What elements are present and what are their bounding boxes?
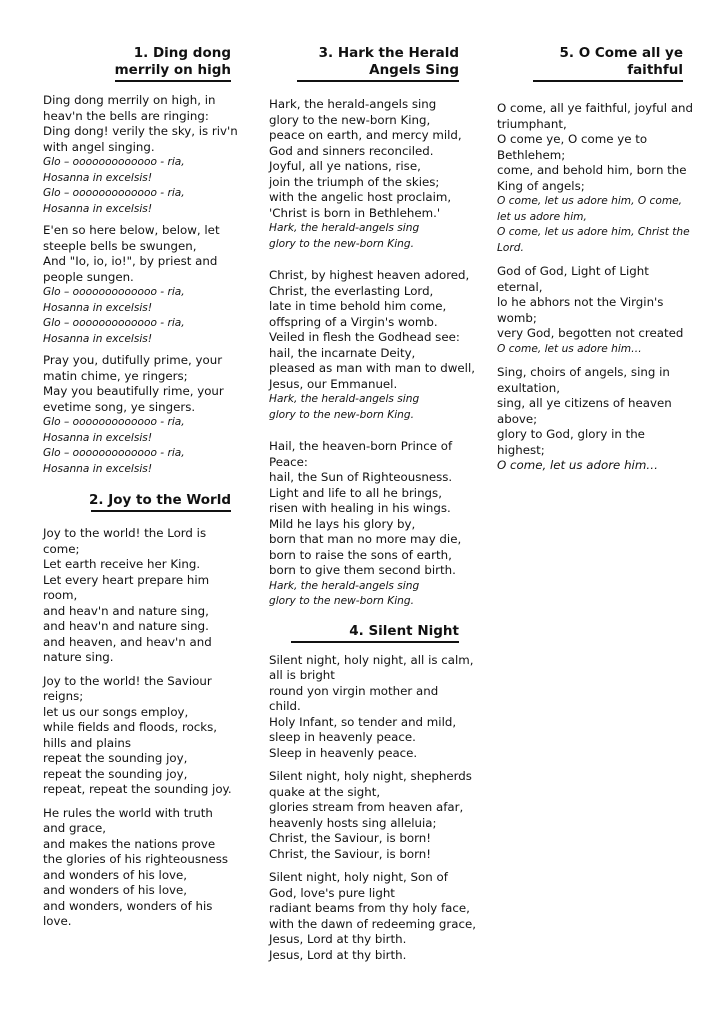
refrain-line: Hosanna in excelsis! (43, 462, 153, 475)
verse-line: and heaven, and heav'n and (43, 634, 212, 649)
song-heading: 1. Ding dong merrily on high (114, 45, 231, 78)
verse (269, 870, 476, 963)
verse-line: Silent night, holy night, shepherds (269, 769, 472, 783)
verse-line: born to give them second birth. (269, 563, 456, 577)
verse-line: and wonders of his love, (43, 867, 188, 882)
verse-line: and makes the nations prove (43, 836, 216, 851)
verse (43, 806, 231, 930)
verse-line: Bethlehem; (497, 147, 566, 162)
verse-line: Mild he lays his glory by, (269, 516, 416, 531)
refrain-line: Glo – ooooooooooooo - ria, (43, 187, 185, 199)
verse-line: peace on earth, and mercy mild, (269, 128, 462, 142)
verse-line: love. (43, 914, 72, 928)
verse-line: and grace, (43, 821, 107, 835)
song-silent-night (269, 622, 476, 964)
verse (497, 101, 694, 256)
verse-line: Pray you, dutifully prime, your (43, 353, 223, 367)
verse-line: O come ye, O come ye to (497, 132, 648, 146)
verse-line: evetime song, ye singers. (43, 399, 196, 414)
verse-line: Silent night, holy night, all is calm, (269, 652, 474, 667)
verse-line: and heav'n and nature sing. (43, 619, 209, 633)
heading-underline (533, 80, 683, 82)
verse-line: eternal, (497, 279, 543, 294)
verse (43, 674, 231, 798)
verse-line: nature sing. (43, 650, 114, 664)
verse-line: exultation, (497, 380, 560, 395)
verse-line: Jesus, Lord at thy birth. (269, 947, 407, 962)
verse-line: E'en so here below, below, let (43, 223, 220, 237)
verse-line: join the triumph of the skies; (269, 174, 440, 189)
verse-line: hail, the incarnate Deity, (269, 345, 416, 360)
verse-line: matin chime, ye ringers; (43, 368, 188, 383)
heading-underline (291, 641, 459, 643)
song-joy-to-the-world (43, 492, 231, 930)
verse-line: heavenly hosts sing alleluia; (269, 815, 437, 830)
verse (43, 353, 231, 477)
verse-line: Let earth receive her King. (43, 557, 201, 571)
verse (269, 97, 462, 252)
verse-line: May you beautifully rime, your (43, 384, 224, 398)
verse (43, 526, 231, 666)
heading-underline (91, 510, 231, 512)
verse-line: born to raise the sons of earth, (269, 547, 452, 562)
verse (269, 439, 462, 610)
refrain-line: Hark, the herald-angels sing (269, 393, 420, 405)
verse-line: and wonders, wonders of his (43, 898, 213, 913)
verse (43, 223, 231, 347)
verse-line: And "Io, io, io!", by priest and (43, 254, 218, 268)
verse-line: O come, all ye faithful, joyful and (497, 101, 694, 115)
verse-line: steeple bells be swungen, (43, 238, 197, 253)
verse-line: Peace: (269, 454, 308, 469)
verse-line: hills and plains (43, 735, 132, 750)
verse-line: sing, all ye citizens of heaven (497, 396, 672, 410)
refrain-line: Hosanna in excelsis! (43, 202, 153, 215)
verse-line: triumphant, (497, 116, 567, 131)
refrain-line: O come, let us adore him, O come, (497, 195, 683, 207)
heading-underline (297, 80, 459, 82)
refrain-line: Glo – ooooooooooooo - ria, (43, 286, 185, 298)
refrain-line: let us adore him, (497, 210, 587, 223)
verse-line: repeat, repeat the sounding joy. (43, 782, 232, 796)
verse-line: late in time behold him come, (269, 299, 447, 313)
verse-line: glory to God, glory in the (497, 427, 645, 441)
verse-line: Hail, the heaven-born Prince of (269, 439, 453, 453)
verse-line: Jesus, our Emmanuel. (269, 376, 398, 391)
refrain-line: glory to the new-born King. (269, 595, 414, 607)
verse-line: offspring of a Virgin's womb. (269, 314, 438, 329)
verse-line: lo he abhors not the Virgin's (497, 295, 664, 309)
verse-line: and wonders of his love, (43, 883, 188, 897)
refrain-line: Hosanna in excelsis! (43, 431, 153, 444)
refrain-line: O come, let us adore him… (497, 342, 642, 355)
verse-line: Ding dong merrily on high, in (43, 93, 216, 107)
column-middle (269, 0, 476, 963)
verse-line: with angel singing. (43, 139, 155, 154)
song-heading: 2. Joy to the World (88, 492, 231, 508)
verse-line: Christ, the Saviour, is born! (269, 831, 431, 845)
verse-line: and heav'n and nature sing, (43, 603, 209, 618)
verse-line: room, (43, 588, 78, 602)
verse-line: Joy to the world! the Lord is (43, 526, 207, 540)
verse (43, 93, 238, 217)
verse-line: round yon virgin mother and (269, 683, 439, 698)
refrain-line: glory to the new-born King. (269, 237, 414, 250)
verse-line: the glories of his righteousness (43, 852, 228, 866)
verse-line: come; (43, 541, 80, 556)
verse-line: glory to the new-born King, (269, 112, 431, 127)
verse-line: repeat the sounding joy, (43, 766, 188, 781)
verse-line: Holy Infant, so tender and mild, (269, 714, 457, 729)
song-heading: 5. O Come all ye faithful (559, 45, 683, 78)
verse-line: King of angels; (497, 178, 585, 193)
refrain-line: O come, let us adore him, Christ the (497, 226, 690, 238)
verse-line: with the angelic host proclaim, (269, 190, 452, 204)
verse-line: Light and life to all he brings, (269, 485, 442, 500)
verse (269, 769, 472, 862)
verse-line: He rules the world with truth (43, 805, 213, 820)
song-o-come-all-ye-faithful (497, 45, 694, 474)
verse-line: Hark, the herald-angels sing (269, 97, 437, 111)
verse-line: Joyful, all ye nations, rise, (269, 159, 421, 173)
verse-line: with the dawn of redeeming grace, (269, 916, 476, 931)
verse (497, 365, 683, 474)
song-heading: 3. Hark the Herald Angels Sing (318, 45, 459, 78)
verse-line: Let every heart prepare him (43, 572, 210, 587)
refrain-line: Lord. (497, 241, 524, 254)
verse-line: Jesus, Lord at thy birth. (269, 932, 407, 946)
verse-line: Veiled in flesh the Godhead see: (269, 330, 460, 344)
refrain-line: glory to the new-born King. (269, 408, 414, 421)
verse (269, 652, 474, 762)
refrain-line: Hosanna in excelsis! (43, 171, 153, 184)
refrain-line: Hark, the herald-angels sing (269, 579, 420, 592)
verse-line: pleased as man with man to dwell, (269, 361, 475, 375)
verse-line: quake at the sight, (269, 784, 381, 799)
refrain-line: O come, let us adore him… (497, 458, 659, 472)
verse-line: glories stream from heaven afar, (269, 800, 464, 814)
verse-line: hail, the Sun of Righteousness. (269, 470, 453, 484)
verse-line: repeat the sounding joy, (43, 751, 188, 765)
verse-line: highest; (497, 442, 545, 457)
song-ding-dong (43, 45, 238, 477)
refrain-line: Hosanna in excelsis! (43, 301, 153, 314)
verse-line: Joy to the world! the Saviour (43, 673, 212, 688)
verse-line: let us our songs employ, (43, 704, 189, 719)
verse-line: reigns; (43, 689, 84, 703)
refrain-line: Glo – ooooooooooooo - ria, (43, 156, 185, 168)
verse-line: God and sinners reconciled. (269, 143, 434, 158)
verse-line: Sing, choirs of angels, sing in (497, 365, 670, 379)
refrain-line: Hosanna in excelsis! (43, 332, 153, 345)
verse-line: womb; (497, 310, 537, 325)
verse-line: Ding dong! verily the sky, is riv'n (43, 124, 238, 138)
refrain-line: Glo – ooooooooooooo - ria, (43, 416, 185, 428)
song-hark-the-herald (269, 45, 475, 610)
verse-line: Christ, the everlasting Lord, (269, 283, 434, 298)
verse-line: 'Christ is born in Bethlehem.' (269, 205, 441, 220)
verse-line: above; (497, 411, 538, 426)
verse-line: risen with healing in his wings. (269, 501, 451, 515)
verse-line: born that man no more may die, (269, 532, 462, 546)
song-heading: 4. Silent Night (349, 622, 459, 639)
verse-line: child. (269, 699, 301, 713)
verse-line: Silent night, holy night, Son of (269, 870, 448, 884)
verse-line: radiant beams from thy holy face, (269, 901, 470, 915)
verse-line: people sungen. (43, 269, 134, 284)
verse-line: sleep in heavenly peace. (269, 730, 416, 744)
refrain-line: Hark, the herald-angels sing (269, 222, 420, 234)
verse (497, 264, 683, 357)
verse-line: while fields and floods, rocks, (43, 720, 218, 734)
verse-line: God of God, Light of Light (497, 264, 649, 278)
refrain-line: Glo – ooooooooooooo - ria, (43, 317, 185, 329)
verse-line: all is bright (269, 668, 335, 682)
verse-line: Christ, by highest heaven adored, (269, 268, 470, 282)
column-right (497, 0, 694, 474)
heading-underline (115, 80, 231, 82)
verse-line: come, and behold him, born the (497, 163, 687, 177)
verse-line: God, love's pure light (269, 885, 395, 900)
column-left (43, 0, 238, 930)
verse-line: Christ, the Saviour, is born! (269, 846, 431, 861)
verse-line: heav'n the bells are ringing: (43, 108, 209, 123)
verse-line: Sleep in heavenly peace. (269, 745, 418, 760)
verse (269, 268, 475, 423)
verse-line: very God, begotten not created (497, 326, 684, 340)
refrain-line: Glo – ooooooooooooo - ria, (43, 447, 185, 459)
